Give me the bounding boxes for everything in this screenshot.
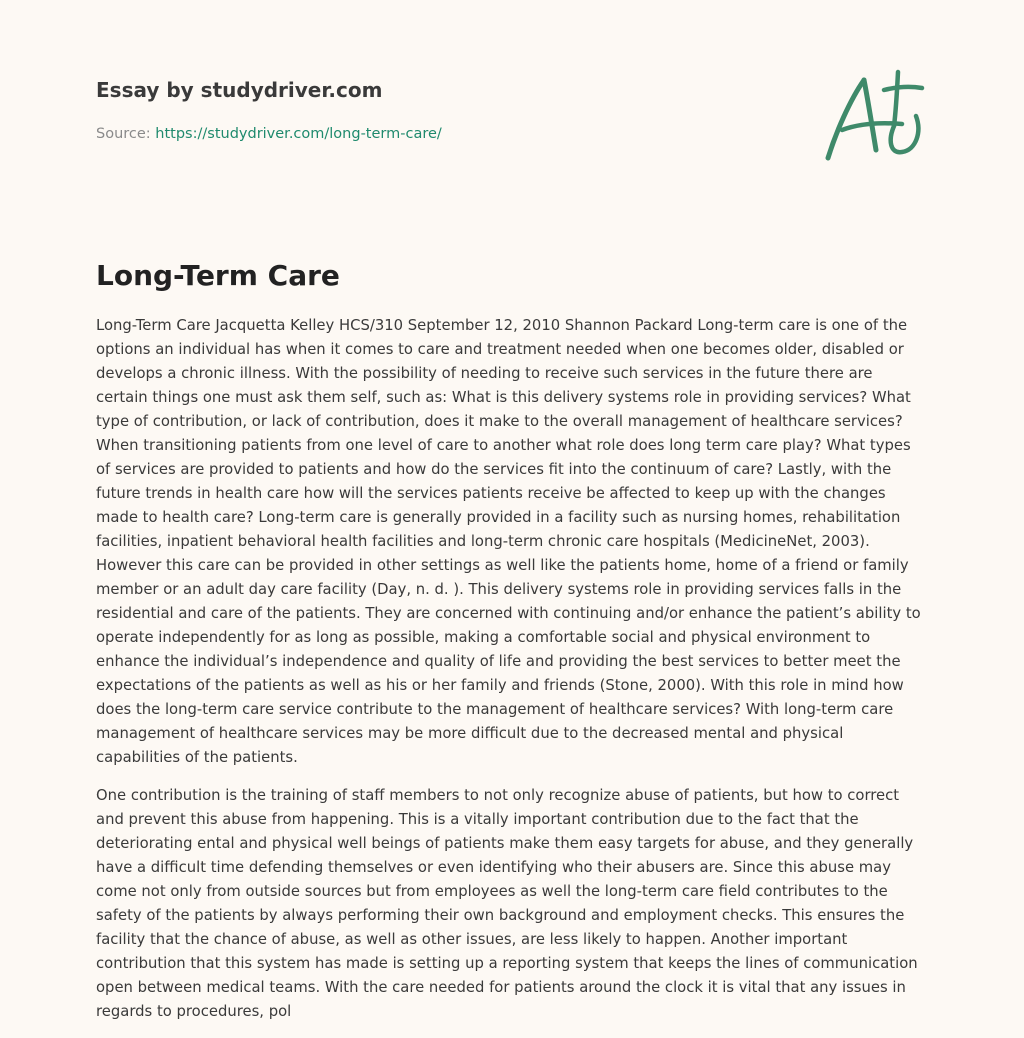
source-link[interactable]: https://studydriver.com/long-term-care/	[155, 126, 442, 142]
site-title: Essay by studydriver.com	[96, 78, 383, 102]
source-label: Source:	[96, 126, 151, 142]
essay-paragraph: Long-Term Care Jacquetta Kelley HCS/310 September 12, 2010 Shannon Packard Long-term care is one of the options an individual has when it comes to care and treatment needed when one becomes older, disabled or develops a chronic illness. With the possibility of needing to receive such services in the future there are certain things one must ask them self, such as: What is this delivery systems role in providing services? What type of contribution, or lack of contribution, does it make to the overall management of healthcare services? When transitioning patients from one level of care to another what role does long term care play? What types of services are provided to patients and how do the services fit into the continuum of care? Lastly, with the future trends in health care how will the services patients receive be affected to keep up with the changes made to health care? Long-term care is generally provided in a facility such as nursing homes, rehabilitation facilities, inpatient behavioral health facilities and long-term chronic care hospitals (MedicineNet, 2003). However this care can be provided in other settings as well like the patients home, home of a friend or family member or an adult day care facility (Day, n. d. ). This delivery systems role in providing services falls in the residential and care of the patients. They are concerned with continuing and/or enhance the patient’s ability to operate independently for as long as possible, making a comfortable social and physical environment to enhance the individual’s independence and quality of life and providing the best services to better meet the expectations of the patients as well as his or her family and friends (Stone, 2000). With this role in mind how does the long-term care service contribute to the management of healthcare services? With long-term care management of healthcare services may be more difficult due to the decreased mental and physical capabilities of the patients.	[96, 317, 921, 766]
essay-paragraph: One contribution is the training of staff members to not only recognize abuse of patients, but how to correct and prevent this abuse from happening. This is a vitally important contribution due to the fact that the deteriorating ental and physical well beings of patients make them easy targets for abuse, and they generally have a difficult time defending themselves or even identifying who their abusers are. Since this abuse may come not only from outside sources but from employees as well the long-term care field contributes to the safety of the patients by always performing their own background and employment checks. This ensures the facility that the chance of abuse, as well as other issues, are less likely to happen. Another important contribution that this system has made is setting up a reporting system that keeps the lines of communication open between medical teams. With the care needed for patients around the clock it is vital that any issues in regards to procedures, pol	[96, 787, 918, 1020]
essay-title: Long-Term Care	[96, 259, 340, 292]
essay-body	[96, 314, 928, 1038]
source-line	[96, 124, 816, 144]
site-header	[96, 76, 816, 144]
a-plus-logo-icon	[818, 66, 930, 170]
